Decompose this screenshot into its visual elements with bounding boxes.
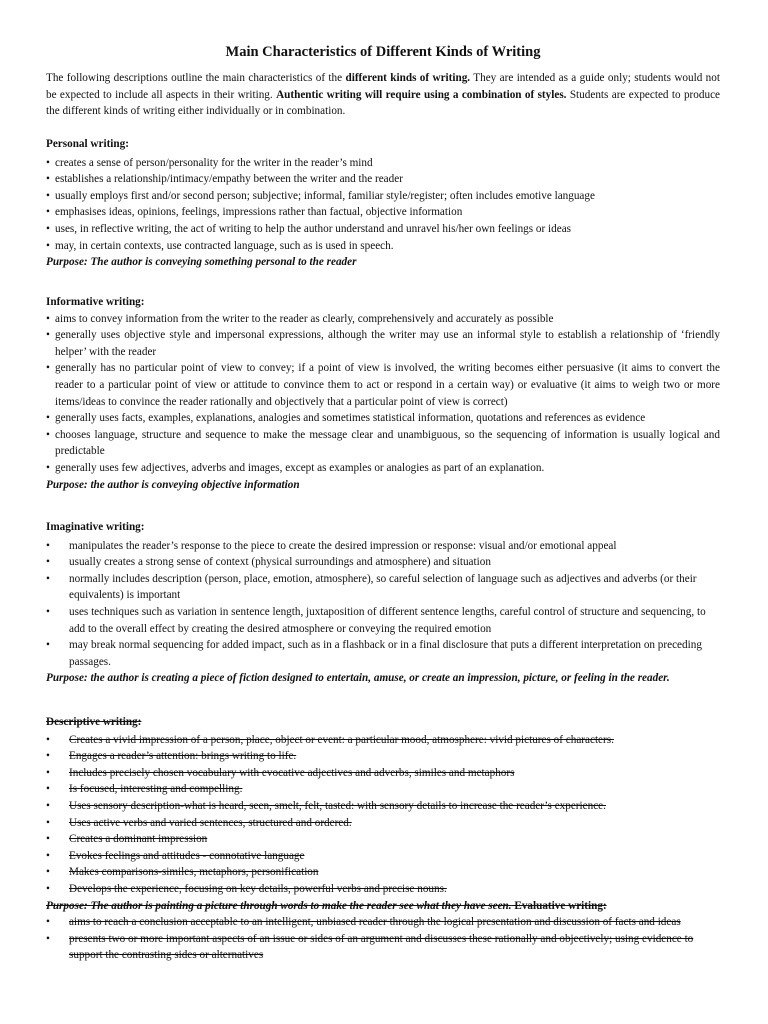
- intro-text-1: The following descriptions outline the main characteristics of the: [46, 72, 346, 84]
- intro-paragraph: [46, 70, 720, 120]
- list-item: • may, in certain contexts, use contracted language, such as is used in speech.: [46, 238, 720, 255]
- list-item: • establishes a relationship/intimacy/empathy between the writer and the reader: [46, 171, 720, 188]
- personal-list: [46, 155, 720, 255]
- list-item: • aims to reach a conclusion acceptable to an intelligent, unbiased reader through the logical presentation and discussion of facts and ideas: [46, 914, 720, 931]
- descriptive-heading: Descriptive writing:: [46, 716, 142, 728]
- list-item: • Is focused, interesting and compelling.: [46, 781, 720, 798]
- imaginative-heading: Imaginative writing:: [46, 521, 145, 533]
- list-item: • generally uses few adjectives, adverbs and images, except as examples or analogies as part of an explanation.: [46, 460, 720, 477]
- list-item: • chooses language, structure and sequence to make the message clear and unambiguous, so the sequencing of information is usually logical and predictable: [46, 427, 720, 460]
- descriptive-list: [46, 732, 720, 898]
- list-item: • Creates a vivid impression of a person, place, object or event: a particular mood, atmosphere: vivid pictures of characters.: [46, 732, 720, 749]
- intro-text-2: They are intended as a guide only; students would not be expected to include all aspects in their writing.: [46, 72, 720, 101]
- list-item: • generally has no particular point of view to convey; if a point of view is involved, the writing becomes either persuasive (it aims to convert the reader to a particular point of view or attitude to convince them to act or respond in a certain way) or evaluative (it aims to weigh two or more items/ideas to convince the reader rationally and objectively that a particular point of view is correct): [46, 360, 720, 410]
- list-item: • emphasises ideas, opinions, feelings, impressions rather than factual, objective information: [46, 204, 720, 221]
- intro-text-3: Students are expected to produce the different kinds of writing either individually or in combination.: [46, 88, 720, 118]
- personal-section: [46, 136, 720, 271]
- list-item: • creates a sense of person/personality for the writer in the reader’s mind: [46, 155, 720, 172]
- imaginative-list: [46, 538, 720, 671]
- list-item: • uses, in reflective writing, the act of writing to help the author understand and unravel his/her own feelings or ideas: [46, 221, 720, 238]
- list-item: • Develops the experience, focusing on key details, powerful verbs and precise nouns.: [46, 881, 720, 898]
- descriptive-section: [46, 714, 720, 964]
- informative-heading: Informative writing:: [46, 296, 145, 308]
- list-item: • Includes precisely chosen vocabulary with evocative adjectives and adverbs, similes and metaphors: [46, 765, 720, 782]
- list-item: • usually employs first and/or second person; subjective; informal, familiar style/register; often includes emotive language: [46, 188, 720, 205]
- list-item: • Makes comparisons-similes, metaphors, personification: [46, 864, 720, 881]
- evaluative-heading: Evaluative writing:: [511, 899, 607, 912]
- list-item: • uses techniques such as variation in sentence length, juxtaposition of different sentence lengths, careful control of structure and sequencing, to add to the overall effect by creating the desired atmosphere or conveying the required emotion: [46, 604, 720, 637]
- document-title: Main Characteristics of Different Kinds of Writing: [225, 44, 541, 60]
- informative-list: [46, 311, 720, 477]
- intro-bold-1: different kinds of writing.: [345, 72, 471, 84]
- list-item: • Engages a reader’s attention: brings writing to life.: [46, 748, 720, 765]
- list-item: • aims to convey information from the writer to the reader as clearly, comprehensively and accurately as possible: [46, 311, 720, 328]
- list-item: • Uses sensory description-what is heard, seen, smelt, felt, tasted: with sensory details to increase the reader’s experience.: [46, 798, 720, 815]
- list-item: • usually creates a strong sense of context (physical surroundings and atmosphere) and situation: [46, 554, 720, 571]
- list-item: • manipulates the reader’s response to the piece to create the desired impression or response: visual and/or emotional appeal: [46, 538, 720, 555]
- descriptive-purpose-text: Purpose: The author is painting a picture through words to make the reader see what they have seen.: [46, 899, 512, 912]
- descriptive-purpose: [46, 898, 720, 915]
- informative-section: [46, 294, 720, 493]
- list-item: • generally uses facts, examples, explanations, analogies and sometimes statistical information, quotations and references as evidence: [46, 410, 720, 427]
- personal-heading: Personal writing:: [46, 138, 129, 150]
- evaluative-list: [46, 914, 720, 964]
- intro-bold-2: Authentic writing will require using a combination of styles.: [276, 88, 567, 101]
- personal-purpose: Purpose: The author is conveying something personal to the reader: [46, 256, 357, 269]
- imaginative-purpose: Purpose: the author is creating a piece of fiction designed to entertain, amuse, or create an impression, picture, or feeling in the reader.: [46, 672, 670, 685]
- list-item: • presents two or more important aspects of an issue or sides of an argument and discusses these rationally and objectively; using evidence to support the contrasting sides or alternatives: [46, 931, 720, 964]
- list-item: • Creates a dominant impression: [46, 831, 720, 848]
- informative-purpose: Purpose: the author is conveying objective information: [46, 478, 300, 491]
- list-item: • normally includes description (person, place, emotion, atmosphere), so careful selection of language such as adjectives and adverbs (or their equivalents) is important: [46, 571, 720, 604]
- list-item: • Evokes feelings and attitudes - connotative language: [46, 848, 720, 865]
- list-item: • generally uses objective style and impersonal expressions, although the writer may use an informal style to establish a relationship of ‘friendly helper’ with the reader: [46, 327, 720, 360]
- list-item: • Uses active verbs and varied sentences, structured and ordered.: [46, 815, 720, 832]
- list-item: • may break normal sequencing for added impact, such as in a flashback or in a final disclosure that puts a different interpretation on preceding passages.: [46, 637, 720, 670]
- imaginative-section: [46, 519, 720, 687]
